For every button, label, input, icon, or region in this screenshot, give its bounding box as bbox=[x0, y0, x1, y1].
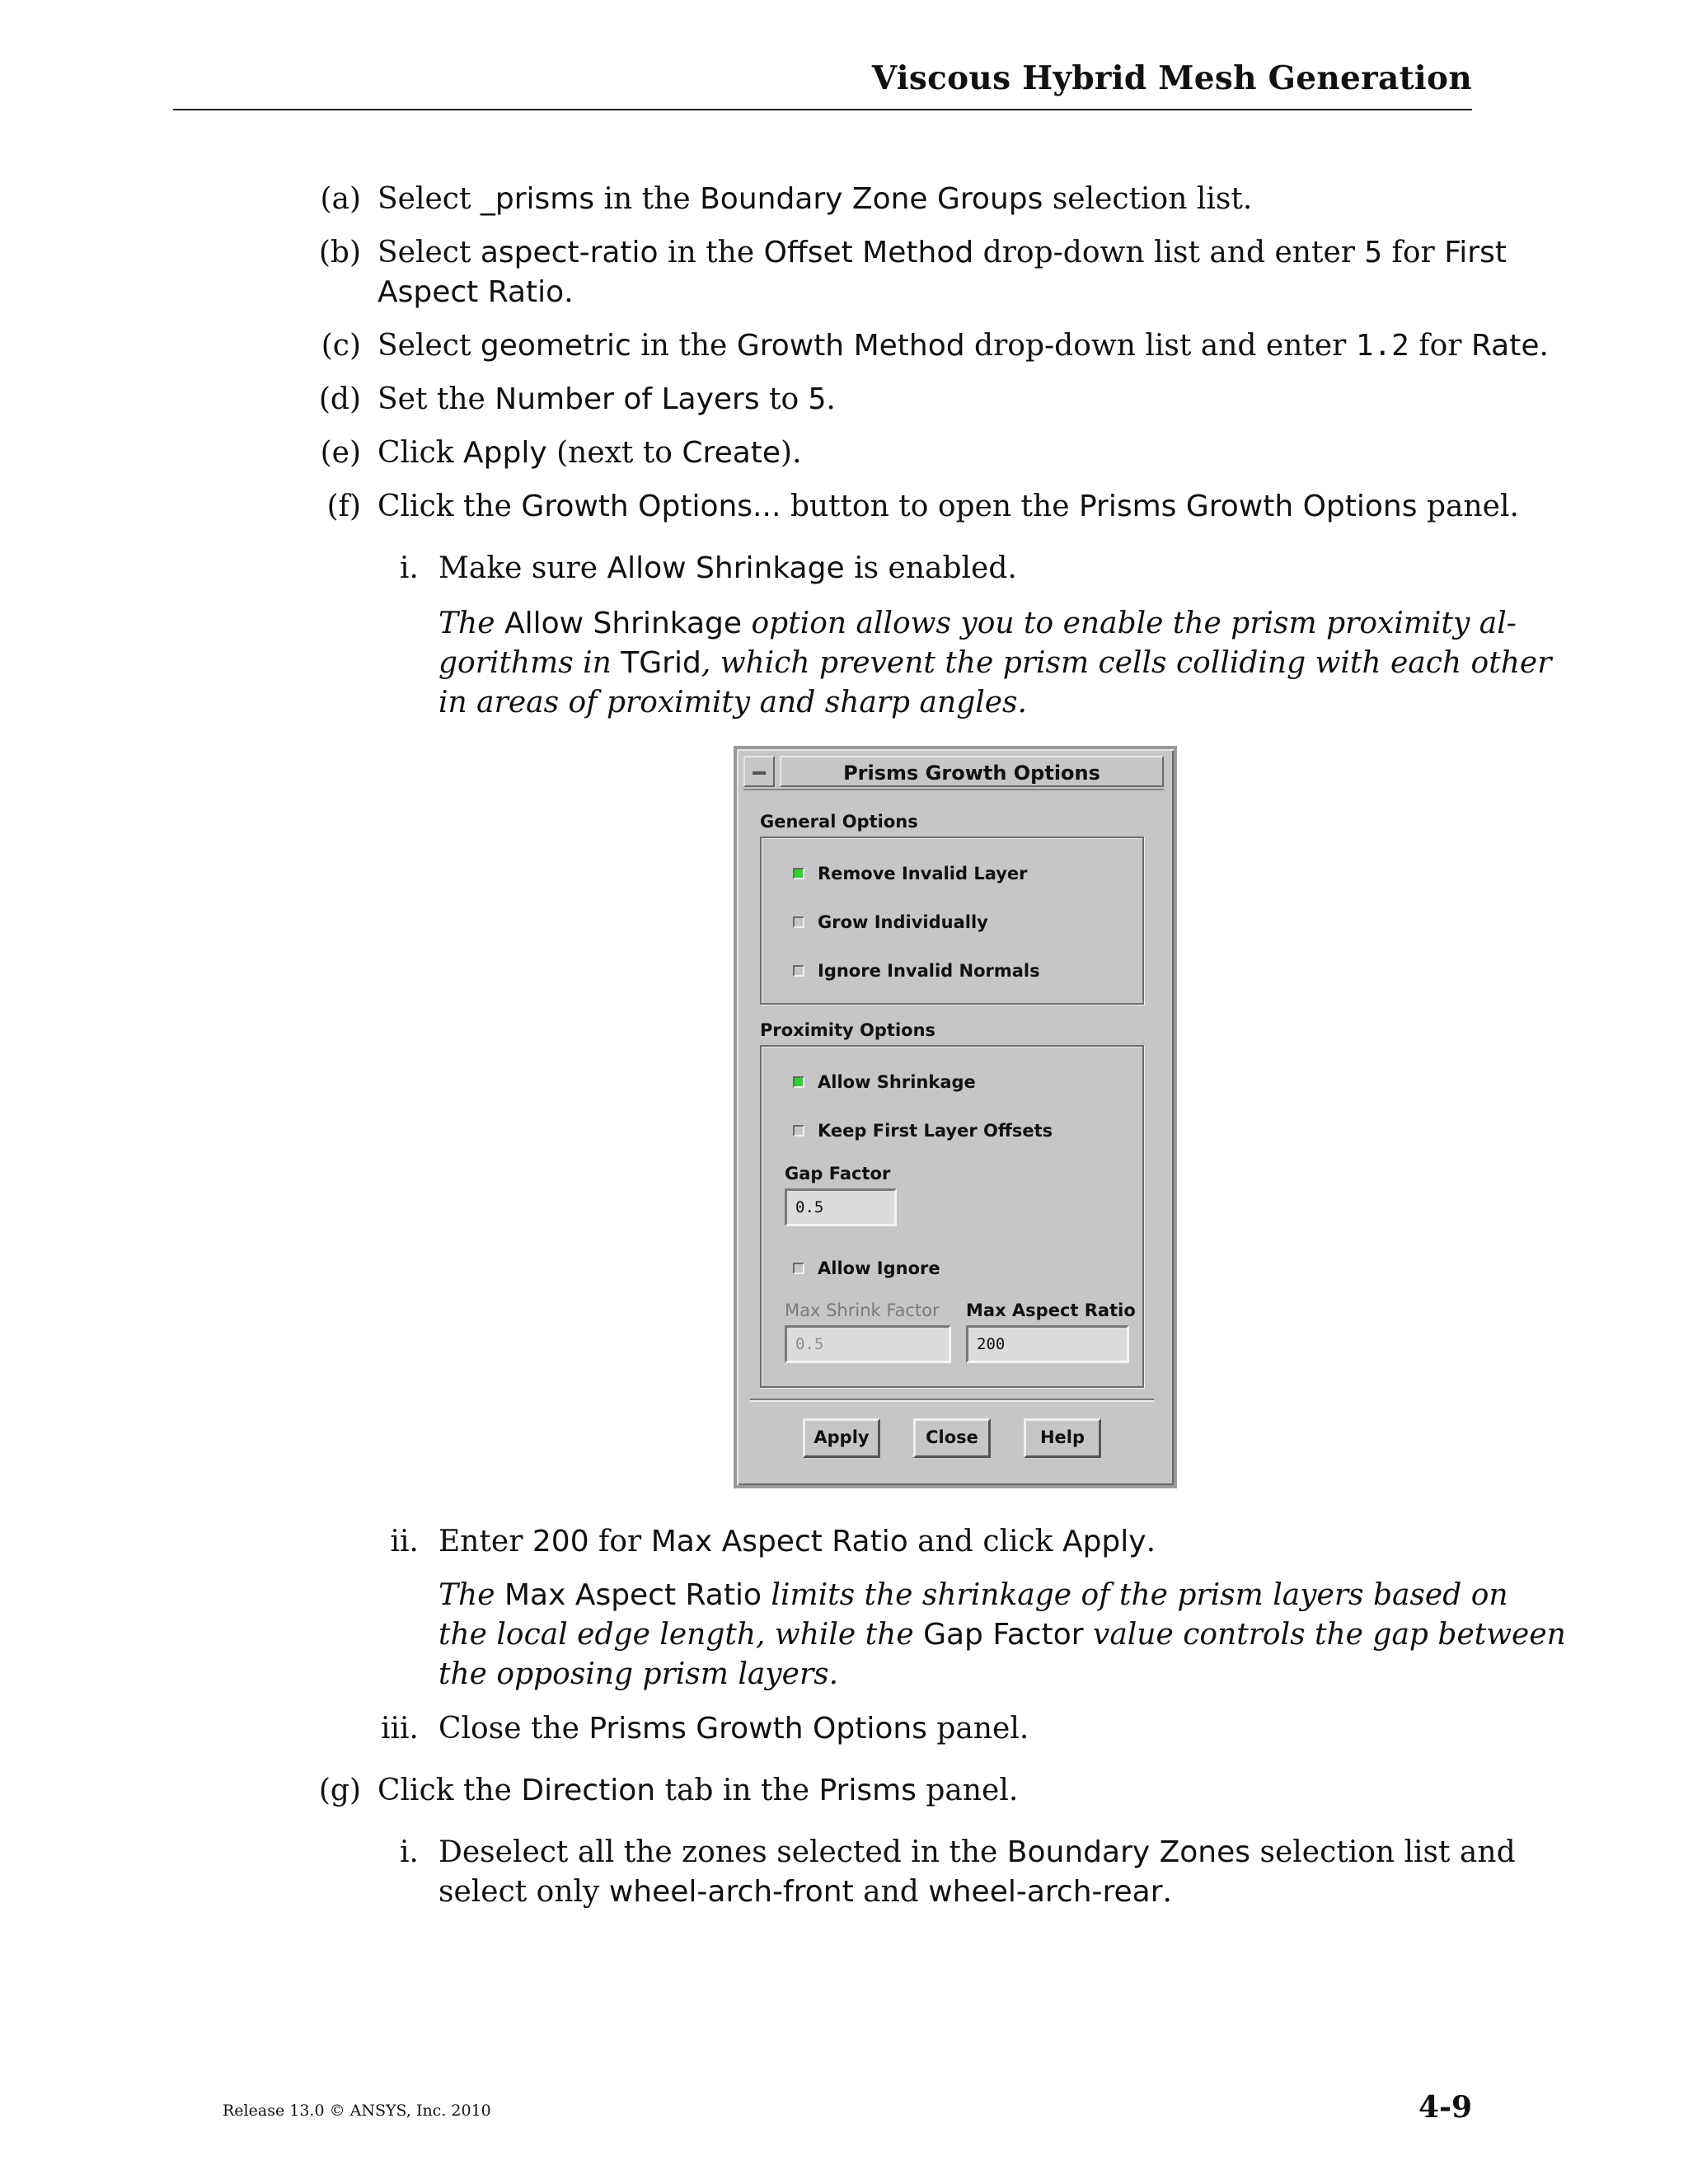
step-g-i bbox=[354, 1833, 1516, 1912]
max-aspect-ratio-label: Max Aspect Ratio bbox=[966, 1301, 1136, 1320]
step-label: i. bbox=[400, 551, 419, 585]
checkbox-unchecked-icon bbox=[793, 1125, 804, 1137]
window-menu-button[interactable] bbox=[743, 756, 775, 787]
step-text: Deselect all the zones selected in the Boundary Zones selection list and select only wheel-arch-front and wheel-arch-rear. bbox=[438, 1835, 1516, 1909]
help-button[interactable]: Help bbox=[1024, 1418, 1101, 1458]
step-g bbox=[313, 1771, 1472, 1811]
proximity-options-group bbox=[760, 1045, 1144, 1388]
step-f-i bbox=[354, 549, 1472, 588]
checkbox-label: Remove Invalid Layer bbox=[818, 864, 1028, 883]
max-shrink-factor-label: Max Shrink Factor bbox=[785, 1301, 940, 1320]
checkbox-unchecked-icon bbox=[793, 1263, 804, 1274]
panel-titlebar bbox=[743, 756, 1164, 790]
page-number: 4-9 bbox=[1418, 2090, 1472, 2125]
max-shrink-factor-input: 0.5 bbox=[785, 1325, 951, 1363]
max-aspect-ratio-input[interactable]: 200 bbox=[966, 1325, 1129, 1363]
step-label: (a) bbox=[320, 182, 361, 216]
step-label: (c) bbox=[321, 329, 361, 363]
step-text: Set the Number of Layers to 5. bbox=[377, 382, 836, 416]
step-label: iii. bbox=[381, 1712, 419, 1746]
step-text: Click Apply (next to Create). bbox=[377, 436, 802, 470]
step-label: (d) bbox=[318, 382, 361, 416]
step-text: Click the Growth Options... button to open the Prisms Growth Options panel. bbox=[377, 490, 1519, 523]
checkbox-checked-icon bbox=[793, 1076, 804, 1088]
step-label: (b) bbox=[318, 236, 361, 269]
step-f-iii bbox=[354, 1709, 1472, 1749]
step-f bbox=[313, 487, 1519, 527]
panel-separator bbox=[750, 1399, 1154, 1400]
step-b bbox=[313, 233, 1507, 312]
step-label: (f) bbox=[326, 490, 361, 523]
step-d bbox=[313, 380, 1472, 419]
note-allow-shrinkage: The Allow Shrinkage option allows you to enable the prism proximity al- gorithms in TGrid, which prevent the prism cells colliding with each other in areas of proximity and sharp angles. bbox=[438, 607, 1552, 719]
proximity-options-title: Proximity Options bbox=[760, 1020, 936, 1040]
checkbox-label: Ignore Invalid Normals bbox=[818, 961, 1040, 981]
header-title: Viscous Hybrid Mesh Generation bbox=[871, 59, 1472, 97]
step-f-ii bbox=[354, 1522, 1472, 1562]
step-label: (e) bbox=[320, 436, 361, 470]
step-text: Close the Prisms Growth Options panel. bbox=[438, 1712, 1029, 1746]
gap-factor-label: Gap Factor bbox=[785, 1164, 891, 1183]
checkbox-checked-icon bbox=[793, 868, 804, 879]
page-footer bbox=[223, 2090, 1472, 2130]
note-max-aspect-ratio: The Max Aspect Ratio limits the shrinkage of the prism layers based on the local edge length, while the Gap Factor value controls the gap between the opposing prism layers. bbox=[438, 1578, 1566, 1691]
checkbox-label: Allow Ignore bbox=[818, 1258, 940, 1278]
step-text: Select geometric in the Growth Method drop-down list and enter 1.2 for Rate. bbox=[377, 329, 1549, 363]
close-button[interactable]: Close bbox=[913, 1418, 991, 1458]
step-text: Enter 200 for Max Aspect Ratio and click Apply. bbox=[438, 1525, 1156, 1558]
step-c bbox=[313, 326, 1549, 366]
step-label: (g) bbox=[318, 1774, 361, 1807]
general-options-group bbox=[760, 837, 1144, 1005]
running-header bbox=[173, 59, 1472, 110]
gap-factor-input[interactable]: 0.5 bbox=[785, 1188, 897, 1226]
step-text: Click the Direction tab in the Prisms panel. bbox=[377, 1774, 1019, 1807]
step-text: Select _prisms in the Boundary Zone Groups selection list. bbox=[377, 182, 1253, 216]
step-label: ii. bbox=[390, 1525, 419, 1558]
prisms-growth-options-panel bbox=[734, 746, 1177, 1488]
checkbox-unchecked-icon bbox=[793, 916, 804, 928]
step-text: Select aspect-ratio in the Offset Method drop-down list and enter 5 for First Aspect Ratio. bbox=[377, 236, 1507, 309]
step-a bbox=[313, 180, 1472, 219]
general-options-title: General Options bbox=[760, 812, 918, 832]
checkbox-label: Allow Shrinkage bbox=[818, 1072, 976, 1092]
checkbox-label: Grow Individually bbox=[818, 912, 988, 932]
footer-release: Release 13.0 © ANSYS, Inc. 2010 bbox=[223, 2102, 491, 2120]
step-text: Make sure Allow Shrinkage is enabled. bbox=[438, 551, 1017, 585]
step-label: i. bbox=[400, 1835, 419, 1869]
step-e bbox=[313, 434, 1472, 473]
apply-button[interactable]: Apply bbox=[803, 1418, 880, 1458]
panel-title: Prisms Growth Options bbox=[780, 756, 1164, 787]
checkbox-label: Keep First Layer Offsets bbox=[818, 1121, 1053, 1141]
checkbox-unchecked-icon bbox=[793, 965, 804, 977]
